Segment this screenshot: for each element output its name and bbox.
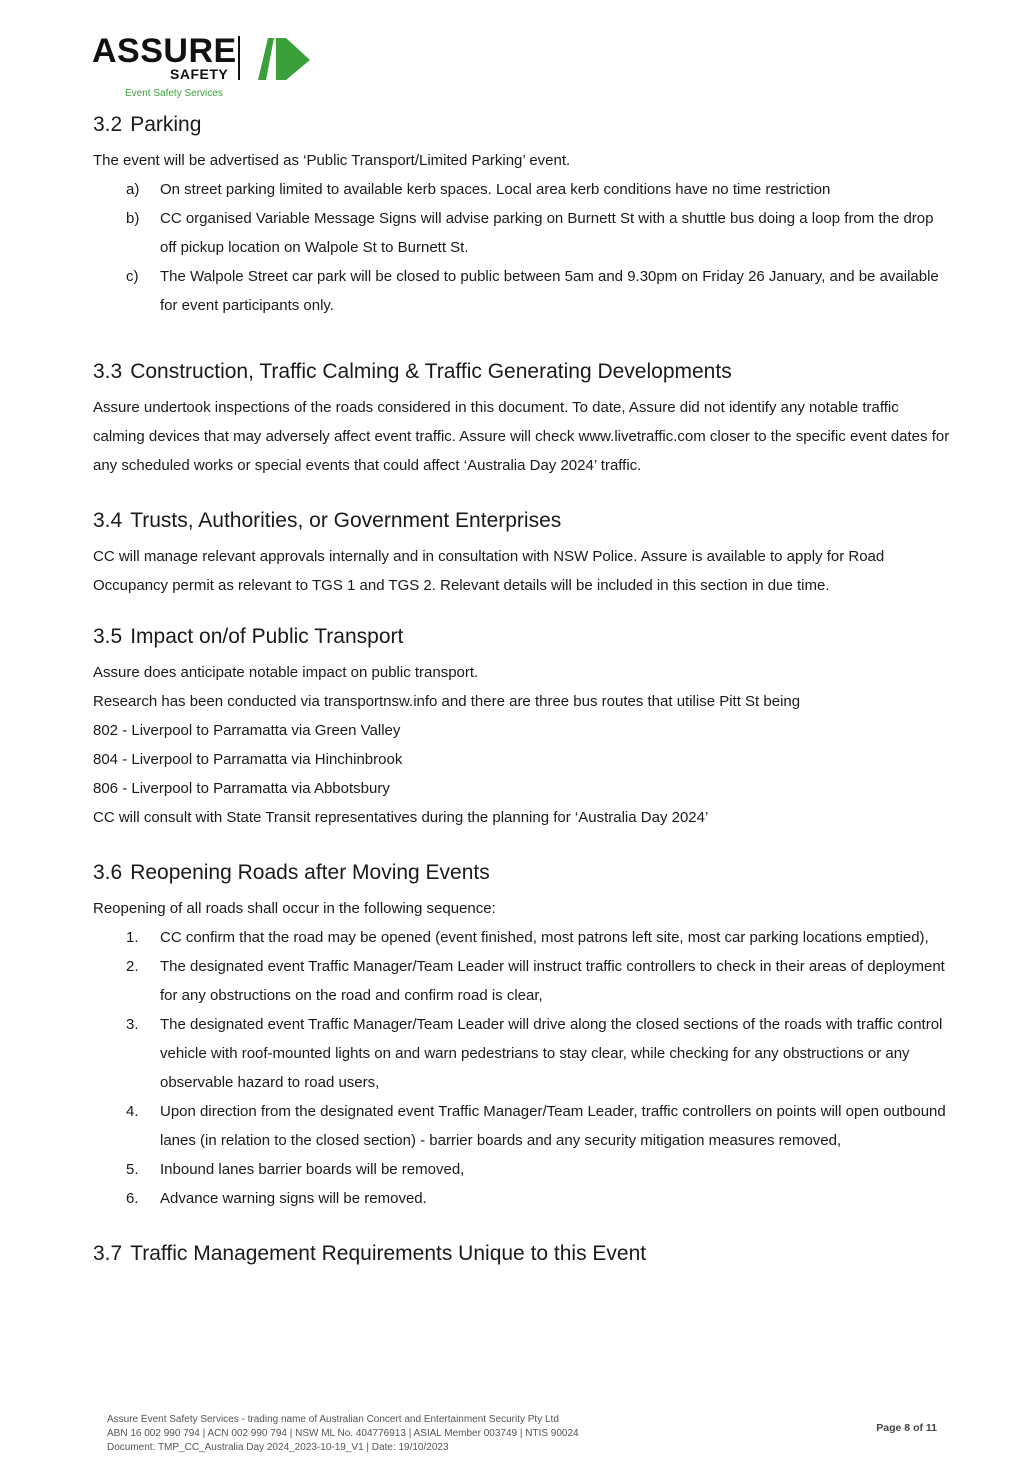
- list-item-text: On street parking limited to available kerb spaces. Local area kerb conditions have no time restriction: [160, 181, 831, 198]
- list-marker: 4.: [126, 1103, 139, 1120]
- paragraph: Reopening of all roads shall occur in the following sequence:: [93, 900, 496, 917]
- section-title: Parking: [130, 113, 202, 136]
- section-number: 3.4: [93, 509, 123, 532]
- list-marker: 6.: [126, 1190, 139, 1207]
- section-reopening-roads: [93, 859, 953, 1213]
- logo-mark-icon: [254, 36, 314, 82]
- paragraph: CC will consult with State Transit representatives during the planning for ‘Australia Day 2024’: [93, 809, 709, 826]
- paragraph: The event will be advertised as ‘Public Transport/Limited Parking’ event.: [93, 152, 571, 169]
- paragraph: Assure undertook inspections of the roads considered in this document. To date, Assure did not identify any notable traffic calming devices that may adversely affect event traffic. Assure will check www.livetraffic.com closer to the specific event dates for any scheduled works or special events that could affect ‘Australia Day 2024’ traffic.: [93, 399, 950, 474]
- list-item: [93, 923, 953, 952]
- section-heading: [93, 859, 953, 887]
- list-marker: c): [126, 268, 139, 285]
- section-title: Construction, Traffic Calming & Traffic Generating Developments: [130, 360, 732, 383]
- page-footer: [107, 1413, 937, 1455]
- section-number: 3.5: [93, 625, 123, 648]
- paragraph: Assure does anticipate notable impact on public transport.: [93, 664, 479, 681]
- document-body: [93, 111, 953, 1268]
- bus-route: 804 - Liverpool to Parramatta via Hinchinbrook: [93, 751, 403, 768]
- list-marker: 2.: [126, 958, 139, 975]
- list-item: [93, 1097, 953, 1155]
- section-authorities: [93, 507, 953, 600]
- section-number: 3.7: [93, 1242, 123, 1265]
- list-item: [93, 204, 953, 262]
- list-item-text: Upon direction from the designated event Traffic Manager/Team Leader, traffic controllers on points will open outbound lanes (in relation to the closed section) - barrier boards and any security mitigation measures removed,: [160, 1103, 946, 1149]
- section-title: Trusts, Authorities, or Government Enterprises: [130, 509, 562, 532]
- list-item: [93, 1155, 953, 1184]
- list-item-text: The designated event Traffic Manager/Team Leader will drive along the closed sections of the roads with traffic control vehicle with roof-mounted lights on and warn pedestrians to stay clear, while checking for any obstructions or any observable hazard to road users,: [160, 1016, 943, 1091]
- list-item: [93, 175, 953, 204]
- section-number: 3.3: [93, 360, 123, 383]
- list-item: [93, 952, 953, 1010]
- list-item-text: CC organised Variable Message Signs will advise parking on Burnett St with a shuttle bus doing a loop from the drop off pickup location on Walpole St to Burnett St.: [160, 210, 934, 256]
- footer-registration-line: ABN 16 002 990 794 | ACN 002 990 794 | NSW ML No. 404776913 | ASIAL Member 003749 | NTIS 90024: [107, 1428, 579, 1439]
- section-number: 3.6: [93, 861, 123, 884]
- section-heading: [93, 358, 953, 386]
- list-item-text: The designated event Traffic Manager/Team Leader will instruct traffic controllers to check in their areas of deployment for any obstructions on the road and confirm road is clear,: [160, 958, 945, 1004]
- list-item-text: The Walpole Street car park will be closed to public between 5am and 9.30pm on Friday 26 January, and be available for event participants only.: [160, 268, 939, 314]
- list-item: [93, 1184, 953, 1213]
- section-title: Impact on/of Public Transport: [130, 625, 404, 648]
- section-title: Traffic Management Requirements Unique to this Event: [130, 1242, 647, 1265]
- list-item-text: Advance warning signs will be removed.: [160, 1190, 427, 1207]
- logo-word-safety: SAFETY: [170, 66, 229, 82]
- parking-list: [93, 175, 953, 320]
- section-construction: [93, 358, 953, 480]
- section-parking: [93, 111, 953, 320]
- bus-route: 806 - Liverpool to Parramatta via Abbotsbury: [93, 780, 390, 797]
- section-unique-requirements: [93, 1240, 953, 1268]
- logo-divider: [238, 36, 240, 80]
- logo-word-assure: ASSURE: [92, 32, 237, 70]
- section-heading: [93, 507, 953, 535]
- section-title: Reopening Roads after Moving Events: [130, 861, 490, 884]
- list-item: [93, 262, 953, 320]
- list-marker: 5.: [126, 1161, 139, 1178]
- list-item: [93, 1010, 953, 1097]
- section-heading: [93, 111, 953, 139]
- company-logo: [92, 34, 322, 104]
- section-heading: [93, 623, 953, 651]
- section-heading: [93, 1240, 953, 1268]
- list-marker: b): [126, 210, 140, 227]
- list-item-text: CC confirm that the road may be opened (event finished, most patrons left site, most car parking locations emptied),: [160, 929, 929, 946]
- list-item-text: Inbound lanes barrier boards will be removed,: [160, 1161, 465, 1178]
- bus-route: 802 - Liverpool to Parramatta via Green Valley: [93, 722, 401, 739]
- section-public-transport: [93, 623, 953, 832]
- page-number: Page 8 of 11: [876, 1422, 937, 1434]
- reopening-sequence-list: [93, 923, 953, 1213]
- list-marker: 1.: [126, 929, 139, 946]
- logo-tagline: Event Safety Services: [125, 88, 223, 99]
- footer-info: [107, 1413, 747, 1455]
- paragraph: CC will manage relevant approvals internally and in consultation with NSW Police. Assure is available to apply for Road Occupancy permit as relevant to TGS 1 and TGS 2. Relevant details will be included in this section in due time.: [93, 548, 885, 594]
- section-number: 3.2: [93, 113, 123, 136]
- list-marker: 3.: [126, 1016, 139, 1033]
- list-marker: a): [126, 181, 140, 198]
- footer-document-line: Document: TMP_CC_Australia Day 2024_2023-10-19_V1 | Date: 19/10/2023: [107, 1442, 449, 1453]
- footer-company-line: Assure Event Safety Services - trading name of Australian Concert and Entertainment Security Pty Ltd: [107, 1414, 559, 1425]
- paragraph: Research has been conducted via transportnsw.info and there are three bus routes that utilise Pitt St being: [93, 693, 801, 710]
